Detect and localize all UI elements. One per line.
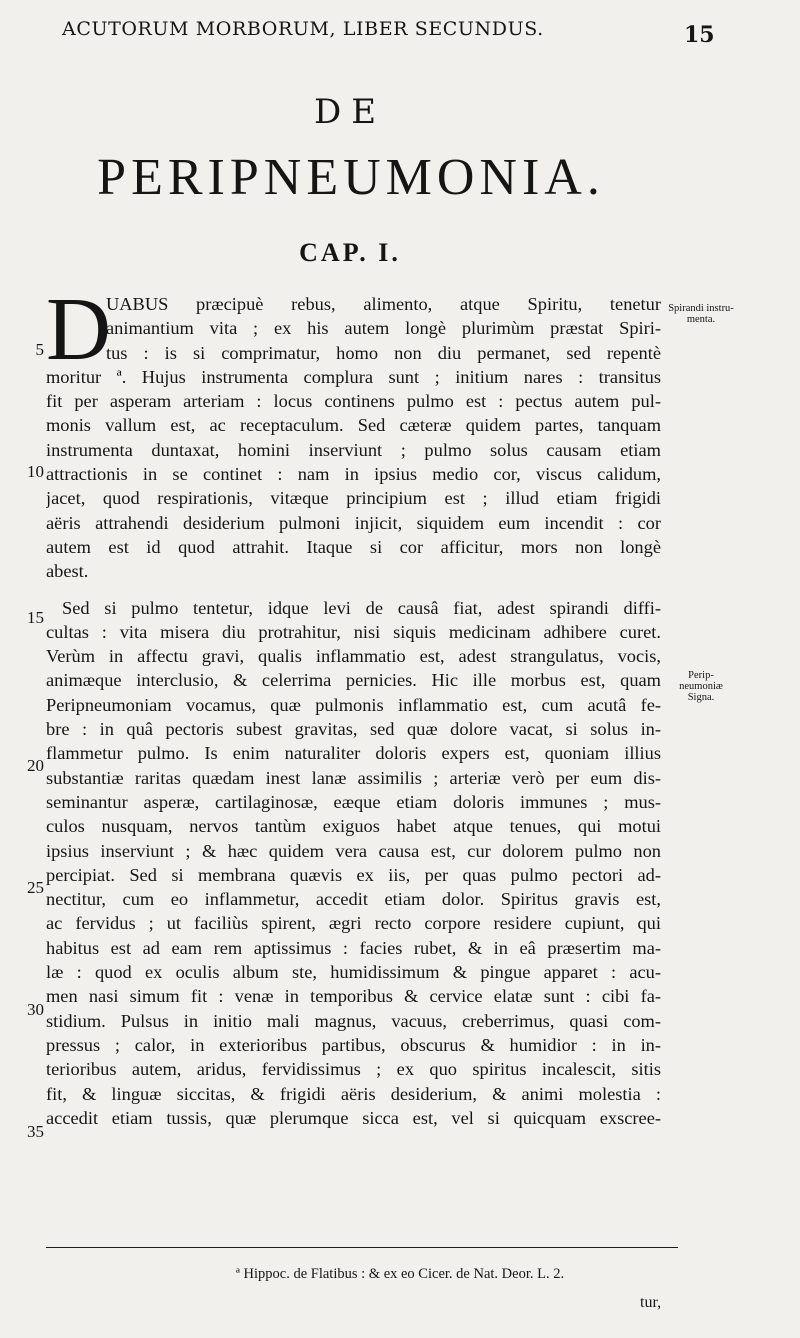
text-line: instrumenta duntaxat, homini inserviunt ; pulmo solus causam etiam <box>46 439 661 460</box>
text-line: moritur ª. Hujus instrumenta complura sunt ; initium nares : transitus <box>46 366 661 387</box>
catchword: tur, <box>640 1294 662 1311</box>
line-number: 5 <box>35 340 44 359</box>
text-line: autem est id quod attrahit. Itaque si cor afficitur, mors non longè <box>46 536 661 557</box>
running-head: ACUTORUM MORBORUM, LIBER SECUNDUS. <box>62 18 544 40</box>
text-line: cultas : vita misera diu protrahitur, nisi siquis medicinam adhibere curet. <box>46 621 661 642</box>
text-line: jacet, quod respirationis, vitæque principium est ; illud etiam frigidi <box>46 488 661 509</box>
text-line: accedit etiam tussis, quæ plerumque sicca est, vel si quicquam exscree- <box>46 1107 661 1128</box>
text-line: Verùm in affectu gravi, qualis inflammatio est, adest strangulatus, vocis, <box>46 646 661 667</box>
text-line: ac fervidus ; ut faciliùs spirent, ægri recto corpore residere cupiunt, qui <box>46 913 661 934</box>
text-line: substantiæ raritas quædam inest lanæ assimilis ; arteriæ verò per eum dis- <box>46 767 661 788</box>
text-line: pressus ; calor, in exterioribus partibus, obscurus & humidior : in in- <box>46 1034 661 1055</box>
line-number: 15 <box>27 608 44 627</box>
text-line: animantium vita ; ex his autem longè plurimùm præstat Spiri- <box>106 318 661 339</box>
text-line: terioribus autem, aridus, fervidissimus ; ex quo spiritus incalescit, sitis <box>46 1059 661 1080</box>
footnote: ª Hippoc. de Flatibus : & ex eo Cicer. de Nat. Deor. L. 2. <box>235 1266 565 1282</box>
text-line: percipiat. Sed si membrana quævis ex iis, per quas pulmo pectori ad- <box>46 864 661 885</box>
text-line: UABUS præcipuè rebus, alimento, atque Spiritu, tenetur <box>106 294 661 314</box>
text-line: attractionis in se continet : nam in ipsius medio cor, viscus calidum, <box>46 464 661 485</box>
text-line: men nasi simum fit : venæ in temporibus & cervice elatæ sunt : cibi fa- <box>46 986 661 1007</box>
text-line: Peripneumoniam vocamus, quæ pulmonis inflammatio est, cum acutâ fe- <box>46 694 661 715</box>
text-line: fit per asperam arteriam : locus continens pulmo est : pectus autem pul- <box>46 391 661 412</box>
chapter-heading: CAP. I. <box>299 238 401 267</box>
text-line: fit, & linguæ siccitas, & frigidi aëris desiderium, & animi molestia : <box>46 1083 661 1104</box>
title-de: DE <box>313 92 387 132</box>
line-number: 35 <box>27 1122 44 1141</box>
text-line: flammetur pulmo. Is enim naturaliter doloris expers est, quoniam illius <box>46 743 661 764</box>
footnote-rule <box>46 1247 678 1248</box>
line-number: 25 <box>27 878 44 897</box>
text-line: ipsius inserviunt ; & hæc quidem vera causa est, cur dolorem pulmo non <box>46 840 661 861</box>
page-number: 15 <box>684 22 715 48</box>
text-line: aëris attrahendi desiderium pulmoni injicit, siquidem eum incendit : cor <box>46 512 661 533</box>
text-line: monis vallum est, ac receptaculum. Sed cæteræ quidem partes, tanquam <box>46 415 661 436</box>
line-number: 20 <box>27 756 44 775</box>
margin-note: Perip-neumoniæ Signa. <box>679 670 723 703</box>
text-line: animæque interclusio, & celerrima pernicies. Hic ille morbus est, quam <box>46 670 661 691</box>
text-line: bre : in quâ pectoris subest gravitas, sed quæ dolore vacat, si solus in- <box>46 719 661 740</box>
drop-cap: D <box>46 280 111 379</box>
text-line: Sed si pulmo tentetur, idque levi de causâ fiat, adest spirandi diffi- <box>62 597 661 618</box>
body-text <box>46 280 661 1130</box>
text-line: stidium. Pulsus in initio mali magnus, vacuus, creberrimus, quasi com- <box>46 1010 661 1031</box>
text-line: abest. <box>46 561 89 582</box>
text-line: læ : quod ex oculis album ste, humidissimum & pingue apparet : acu- <box>46 962 661 983</box>
text-line: culos nusquam, nervos tantùm exiguos habet atque tenues, qui motui <box>46 816 661 837</box>
page-title: PERIPNEUMONIA. <box>97 149 605 206</box>
margin-note: Spirandi instru-menta. <box>668 303 734 325</box>
text-line: seminantur asperæ, cartilaginosæ, eæque etiam doloris immunes ; mus- <box>46 791 661 812</box>
text-line: habitus est ad eam rem aptissimus : facies rubet, & in eâ præsertim ma- <box>46 937 661 958</box>
line-number: 30 <box>27 1000 44 1019</box>
text-line: tus : is si comprimatur, homo non diu permanet, sed repentè <box>106 342 661 363</box>
line-number: 10 <box>27 462 44 481</box>
text-line: nectitur, cum eo inflammetur, accedit etiam dolor. Spiritus gravis est, <box>46 889 661 910</box>
